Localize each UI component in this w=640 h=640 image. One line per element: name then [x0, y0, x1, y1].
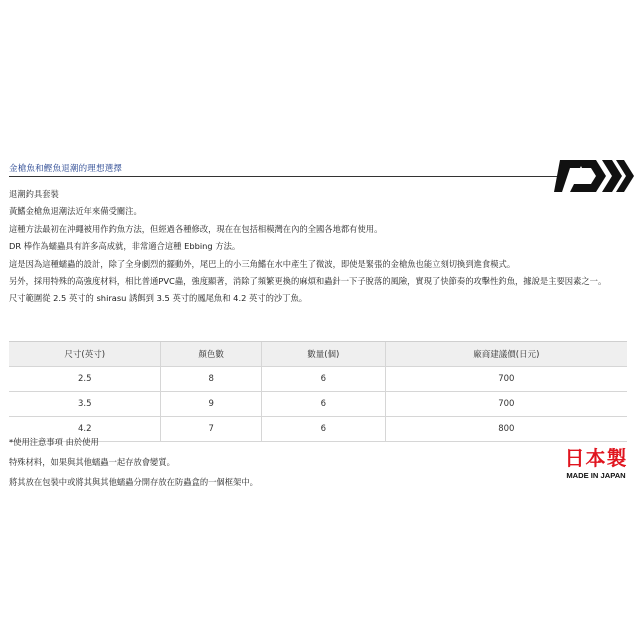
- page-title: 金槍魚和鰹魚退潮的理想選擇: [9, 164, 123, 174]
- table-header-row: [9, 342, 627, 367]
- notes-line: 特殊材料，如果與其他蠕蟲一起存放會變質。: [9, 457, 175, 467]
- table-cell: 3.5: [9, 392, 161, 417]
- paragraph: 黃鰭金槍魚退潮法近年來備受關注。: [9, 206, 142, 217]
- column-header-price: 廠商建議價(日元): [385, 342, 627, 367]
- paragraph: DR 棒作為蠕蟲具有許多高成就，非常適合這種 Ebbing 方法。: [9, 241, 241, 252]
- paragraph: 尺寸範圍從 2.5 英寸的 shirasu 誘餌到 3.5 英寸的鳳尾魚和 4.2 英寸的沙丁魚。: [9, 293, 308, 304]
- table-row: [9, 367, 627, 392]
- badge-sub-text: MADE IN JAPAN: [566, 471, 626, 480]
- header-divider: [9, 176, 557, 177]
- table-cell: 700: [385, 367, 627, 392]
- notes-title: *使用注意事項 由於使用: [9, 437, 99, 447]
- table-cell: 7: [161, 417, 261, 442]
- column-header-colors: 顏色數: [161, 342, 261, 367]
- table-cell: 8: [161, 367, 261, 392]
- description-block: [9, 186, 629, 308]
- spec-table: [9, 341, 627, 442]
- notes-line: 將其放在包裝中或將其與其他蠕蟲分開存放在防蟲盒的一個框架中。: [9, 477, 258, 487]
- usage-notes: [9, 432, 529, 492]
- table-cell: 6: [261, 417, 385, 442]
- section-title: 退潮釣具套裝: [9, 189, 59, 199]
- table-cell: 6: [261, 392, 385, 417]
- column-header-size: 尺寸(英寸): [9, 342, 161, 367]
- table-row: [9, 392, 627, 417]
- made-in-japan-badge: [556, 446, 636, 482]
- column-header-quantity: 數量(個): [261, 342, 385, 367]
- table-cell: 6: [261, 367, 385, 392]
- table-cell: 4.2: [9, 417, 161, 442]
- table-cell: 2.5: [9, 367, 161, 392]
- table-cell: 700: [385, 392, 627, 417]
- table-cell: 9: [161, 392, 261, 417]
- table-cell: 800: [385, 417, 627, 442]
- badge-main-text: 日本製: [564, 446, 628, 470]
- paragraph: 另外，採用特殊的高強度材料，相比普通PVC蟲，強度顯著，消除了頻繁更換的麻煩和蟲針一下子脫落的風險，實現了快節奏的攻擊性釣魚，據說是主要因素之一。: [9, 276, 607, 287]
- paragraph: 這是因為這種蠕蟲的設計，除了全身劇烈的擺動外，尾巴上的小三角鰭在水中產生了微波，即使是緊張的金槍魚也能立刻切換到進食模式。: [9, 258, 516, 269]
- paragraph: 這種方法最初在沖繩被用作釣魚方法，但經過各種修改，現在在包括相模灣在內的全國各地都有使用。: [9, 223, 383, 234]
